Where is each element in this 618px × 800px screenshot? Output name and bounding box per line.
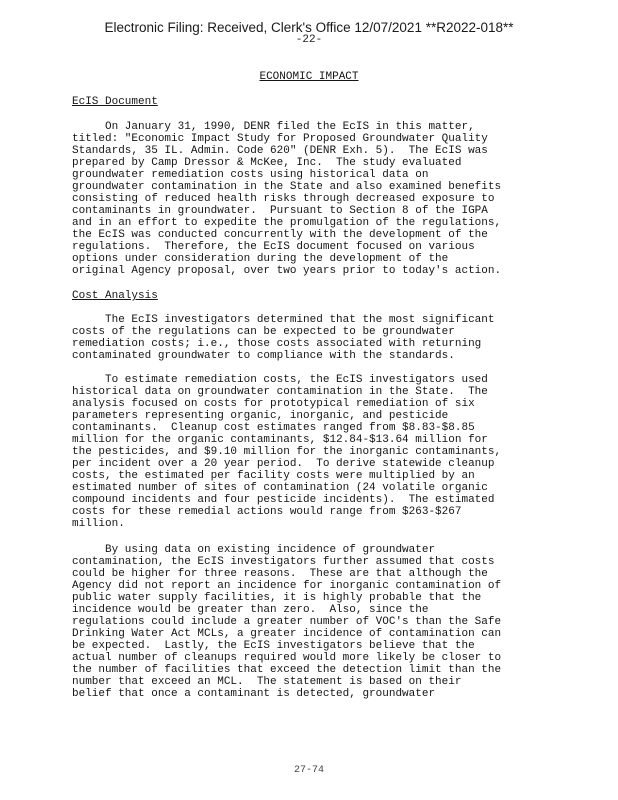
text-line: To estimate remediation costs, the EcIS investigators used — [72, 374, 488, 386]
text-line: estimated number of sites of contamination (24 volatile organic — [72, 482, 488, 494]
paragraph — [72, 314, 552, 362]
text-line: contamination, the EcIS investigators further assumed that costs — [72, 556, 495, 568]
text-line: contaminants. Cleanup cost estimates ranged from $8.83-$8.85 — [72, 422, 475, 434]
text-line: groundwater remediation costs using historical data on — [72, 169, 429, 181]
text-line: By using data on existing incidence of groundwater — [72, 544, 436, 556]
text-line: Standards, 35 IL. Admin. Code 620" (DENR Exh. 5). The EcIS was — [72, 145, 488, 157]
text-line: analysis focused on costs for prototypical remediation of six — [72, 398, 475, 410]
text-line: be expected. Lastly, the EcIS investigators believe that the — [72, 640, 475, 652]
text-line: Drinking Water Act MCLs, a greater incidence of contamination can — [72, 628, 502, 640]
text-line: actual number of cleanups required would more likely be closer to — [72, 652, 502, 664]
text-line: original Agency proposal, over two years prior to today's action. — [72, 265, 502, 277]
text-line: historical data on groundwater contamination in the State. The — [72, 386, 488, 398]
text-line: the EcIS was conducted concurrently with the development of the — [72, 229, 488, 241]
subsection-heading: Cost Analysis — [72, 290, 158, 302]
paragraph — [72, 121, 552, 277]
page-footer: 27-74 — [293, 765, 324, 776]
text-line: could be higher for three reasons. These are that although the — [72, 568, 488, 580]
text-line: On January 31, 1990, DENR filed the EcIS in this matter, — [72, 121, 475, 133]
paragraph — [72, 374, 552, 530]
text-line: parameters representing organic, inorganic, and pesticide — [72, 410, 449, 422]
text-line: Agency did not report an incidence for inorganic contamination of — [72, 580, 502, 592]
filing-stamp-header: Electronic Filing: Received, Clerk's Office 12/07/2021 **R2022-018** — [104, 20, 514, 35]
page-number: -22- — [295, 34, 323, 46]
text-line: regulations. Therefore, the EcIS document focused on various — [72, 241, 475, 253]
text-line: the number of facilities that exceed the detection limit than the — [72, 664, 502, 676]
text-line: regulations could include a greater number of VOC's than the Safe — [72, 616, 502, 628]
text-line: public water supply facilities, it is highly probable that the — [72, 592, 482, 604]
text-line: belief that once a contaminant is detected, groundwater — [72, 688, 436, 700]
text-line: contaminants in groundwater. Pursuant to Section 8 of the IGPA — [72, 205, 488, 217]
text-line: incidence would be greater than zero. Also, since the — [72, 604, 429, 616]
text-line: compound incidents and four pesticide incidents). The estimated — [72, 494, 495, 506]
text-line: options under consideration during the development of the — [72, 253, 449, 265]
text-line: costs, the estimated per facility costs were multiplied by an — [72, 470, 475, 482]
text-line: prepared by Camp Dressor & McKee, Inc. The study evaluated — [72, 157, 462, 169]
paragraph — [72, 544, 552, 700]
text-line: and in an effort to expedite the promulgation of the regulations, — [72, 217, 502, 229]
text-line: consisting of reduced health risks through decreased exposure to — [72, 193, 495, 205]
text-line: number that exceed an MCL. The statement is based on their — [72, 676, 462, 688]
text-line: per incident over a 20 year period. To derive statewide cleanup — [72, 458, 495, 470]
text-line: titled: "Economic Impact Study for Proposed Groundwater Quality — [72, 133, 488, 145]
text-line: million. — [72, 518, 125, 530]
text-line: the pesticides, and $9.10 million for the inorganic contaminants, — [72, 446, 502, 458]
text-line: groundwater contamination in the State and also examined benefits — [72, 181, 502, 193]
subsection-heading: EcIS Document — [72, 96, 158, 108]
text-line: remediation costs; i.e., those costs associated with returning — [72, 338, 482, 350]
text-line: million for the organic contaminants, $12.84-$13.64 million for — [72, 434, 488, 446]
section-title: ECONOMIC IMPACT — [259, 71, 359, 83]
text-line: costs for these remedial actions would range from $263-$267 — [72, 506, 462, 518]
text-line: contaminated groundwater to compliance with the standards. — [72, 350, 455, 362]
text-line: The EcIS investigators determined that the most significant — [72, 314, 495, 326]
text-line: costs of the regulations can be expected to be groundwater — [72, 326, 455, 338]
